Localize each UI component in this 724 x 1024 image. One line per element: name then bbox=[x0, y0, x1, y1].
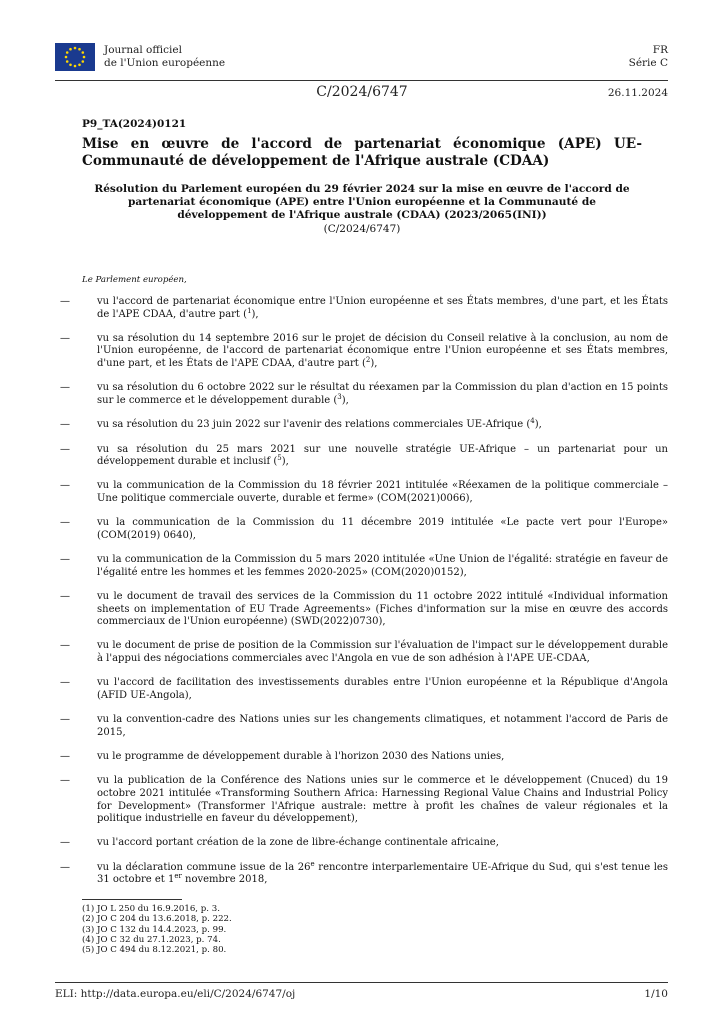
dash-bullet: — bbox=[60, 419, 70, 431]
list-item: — vu sa résolution du 6 octobre 2022 sur le résultat du réexamen par la Commission du plan d'action en 15 points sur le commerce et le développement durable ($^3$), bbox=[60, 382, 668, 406]
page-number: 1/10 bbox=[644, 988, 668, 1000]
journal-title bbox=[104, 44, 225, 69]
preamble: Le Parlement européen, bbox=[82, 275, 187, 285]
publication-date: 26.11.2024 bbox=[607, 87, 668, 99]
dash-bullet: — bbox=[60, 382, 70, 394]
list-item: — vu le programme de développement durable à l'horizon 2030 des Nations unies, bbox=[60, 751, 505, 763]
dash-bullet: — bbox=[60, 443, 70, 455]
dash-bullet: — bbox=[60, 480, 70, 492]
dash-bullet: — bbox=[60, 640, 70, 652]
journal-line-2: de l'Union européenne bbox=[104, 56, 226, 69]
journal-line-1: Journal officiel bbox=[104, 44, 182, 56]
footnote: (4) JO C 32 du 27.1.2023, p. 74. bbox=[82, 934, 221, 945]
eli-link[interactable]: ELI: http://data.europa.eu/eli/C/2024/6747/oj bbox=[55, 988, 296, 1000]
dash-bullet: — bbox=[60, 775, 70, 787]
footnote-ref[interactable]: 4 bbox=[530, 417, 535, 426]
header-divider bbox=[55, 80, 668, 81]
list-item: — vu la déclaration commune issue de la 26e rencontre interparlementaire UE-Afrique du Sud, qui s'est tenue les 31 octobre et 1er novembre 2018, bbox=[60, 859, 668, 886]
footer-divider bbox=[55, 982, 668, 983]
footnote-ref[interactable]: 3 bbox=[337, 392, 342, 401]
series-label: Série C bbox=[628, 56, 668, 69]
list-item: — vu le document de travail des services de la Commission du 11 octobre 2022 intitulé «Individual information sheets on implementation of EU Trade Agreements» (Fiches d'information sur la mise en œuvre des accords commerciaux de l'Union européenne) (SWD(2022)0730), bbox=[60, 591, 668, 628]
footnotes bbox=[82, 904, 232, 955]
language-series bbox=[629, 44, 668, 69]
oj-identifier: C/2024/6747 bbox=[316, 84, 408, 100]
document-title: Mise en œuvre de l'accord de partenariat économique (APE) UE-Communauté de développement de l'Afrique australe (CDAA) bbox=[82, 136, 642, 169]
dash-bullet: — bbox=[60, 332, 70, 344]
subtitle-reference: (C/2024/6747) bbox=[323, 223, 401, 236]
footnote-ref[interactable]: 2 bbox=[365, 356, 371, 365]
list-item: — vu la communication de la Commission du 5 mars 2020 intitulée «Une Union de l'égalité: stratégie en faveur de l'égalité entre les hommes et les femmes 2020-2025» (COM(2020)0152), bbox=[60, 554, 668, 578]
list-item: — vu la convention-cadre des Nations unies sur les changements climatiques, et notamment l'accord de Paris de 2015, bbox=[60, 714, 668, 738]
footnote: (2) JO C 204 du 13.6.2018, p. 222. bbox=[82, 914, 232, 925]
list-item: — vu l'accord de partenariat économique entre l'Union européenne et ses États membres, d'une part, et les États de l'APE CDAA, d'autre part ($^1$), bbox=[60, 296, 668, 320]
footnote: (5) JO C 494 du 8.12.2021, p. 80. bbox=[82, 945, 227, 956]
list-item: — vu l'accord portant création de la zone de libre-échange continentale africaine, bbox=[60, 837, 499, 849]
dash-bullet: — bbox=[60, 296, 70, 307]
footnote-ref[interactable]: 1 bbox=[247, 306, 252, 315]
list-item: — vu l'accord de facilitation des investissements durables entre l'Union européenne et la République d'Angola (AFID UE-Angola), bbox=[60, 677, 668, 701]
list-item: — vu sa résolution du 23 juin 2022 sur l'avenir des relations commerciales UE-Afrique ($^4$), bbox=[60, 417, 542, 431]
footnote-ref[interactable]: 5 bbox=[277, 454, 282, 463]
dash-bullet: — bbox=[60, 751, 70, 763]
footnote: (1) JO L 250 du 16.9.2016, p. 3. bbox=[82, 904, 220, 914]
list-item: — vu sa résolution du 25 mars 2021 sur une nouvelle stratégie UE-Afrique – un partenariat pour un développement durable et inclusif ($^5$), bbox=[60, 443, 668, 468]
list-item: — vu la publication de la Conférence des Nations unies sur le commerce et le développement (Cnuced) du 19 octobre 2021 intitulée «Transforming Southern Africa: Harnessing Regional Value Chains and Industrial Policy for Development» (Transformer l'Afrique australe: mettre à profit les chaînes de valeur régionales et la politique industrielle en faveur du développement), bbox=[60, 775, 668, 825]
dash-bullet: — bbox=[60, 517, 70, 529]
footnote: (3) JO C 132 du 14.4.2023, p. 99. bbox=[82, 924, 227, 935]
document-subtitle: Résolution du Parlement européen du 29 février 2024 sur la mise en œuvre de l'accord de partenariat économique (APE) entre l'Union européenne et la Communauté de développement de l'Afrique australe (CDAA) (2023/2065(INI)) bbox=[94, 183, 630, 221]
dash-bullet: — bbox=[60, 554, 70, 566]
eu-flag-icon bbox=[55, 43, 95, 71]
dash-bullet: — bbox=[60, 837, 70, 849]
list-item: — vu la communication de la Commission du 11 décembre 2019 intitulée «Le pacte vert pour l'Europe» (COM(2019) 0640), bbox=[60, 517, 668, 541]
dash-bullet: — bbox=[60, 591, 70, 602]
list-item: — vu la communication de la Commission du 18 février 2021 intitulée «Réexamen de la politique commerciale – Une politique commerciale ouverte, durable et ferme» (COM(2021)0066), bbox=[60, 480, 668, 504]
list-item: — vu sa résolution du 14 septembre 2016 sur le projet de décision du Conseil relative à la conclusion, au nom de l'Union européenne, de l'accord de partenariat économique entre l'Union européenne et ses États membres, d'une part, et les États de l'APE CDAA, d'autre part ($^2$), bbox=[60, 332, 668, 370]
dash-bullet: — bbox=[60, 861, 70, 873]
dash-bullet: — bbox=[60, 677, 70, 689]
document-heading bbox=[82, 118, 642, 235]
footnote-divider bbox=[82, 899, 182, 900]
document-reference: P9_TA(2024)0121 bbox=[82, 118, 187, 130]
list-item: — vu le document de prise de position de la Commission sur l'évaluation de l'impact sur le développement durable à l'appui des négociations commerciales avec l'Angola en vue de son adhésion à l'APE UE-CDAA, bbox=[60, 640, 668, 665]
dash-bullet: — bbox=[60, 714, 70, 726]
language-code: FR bbox=[652, 44, 668, 56]
considerations-list bbox=[60, 296, 668, 899]
